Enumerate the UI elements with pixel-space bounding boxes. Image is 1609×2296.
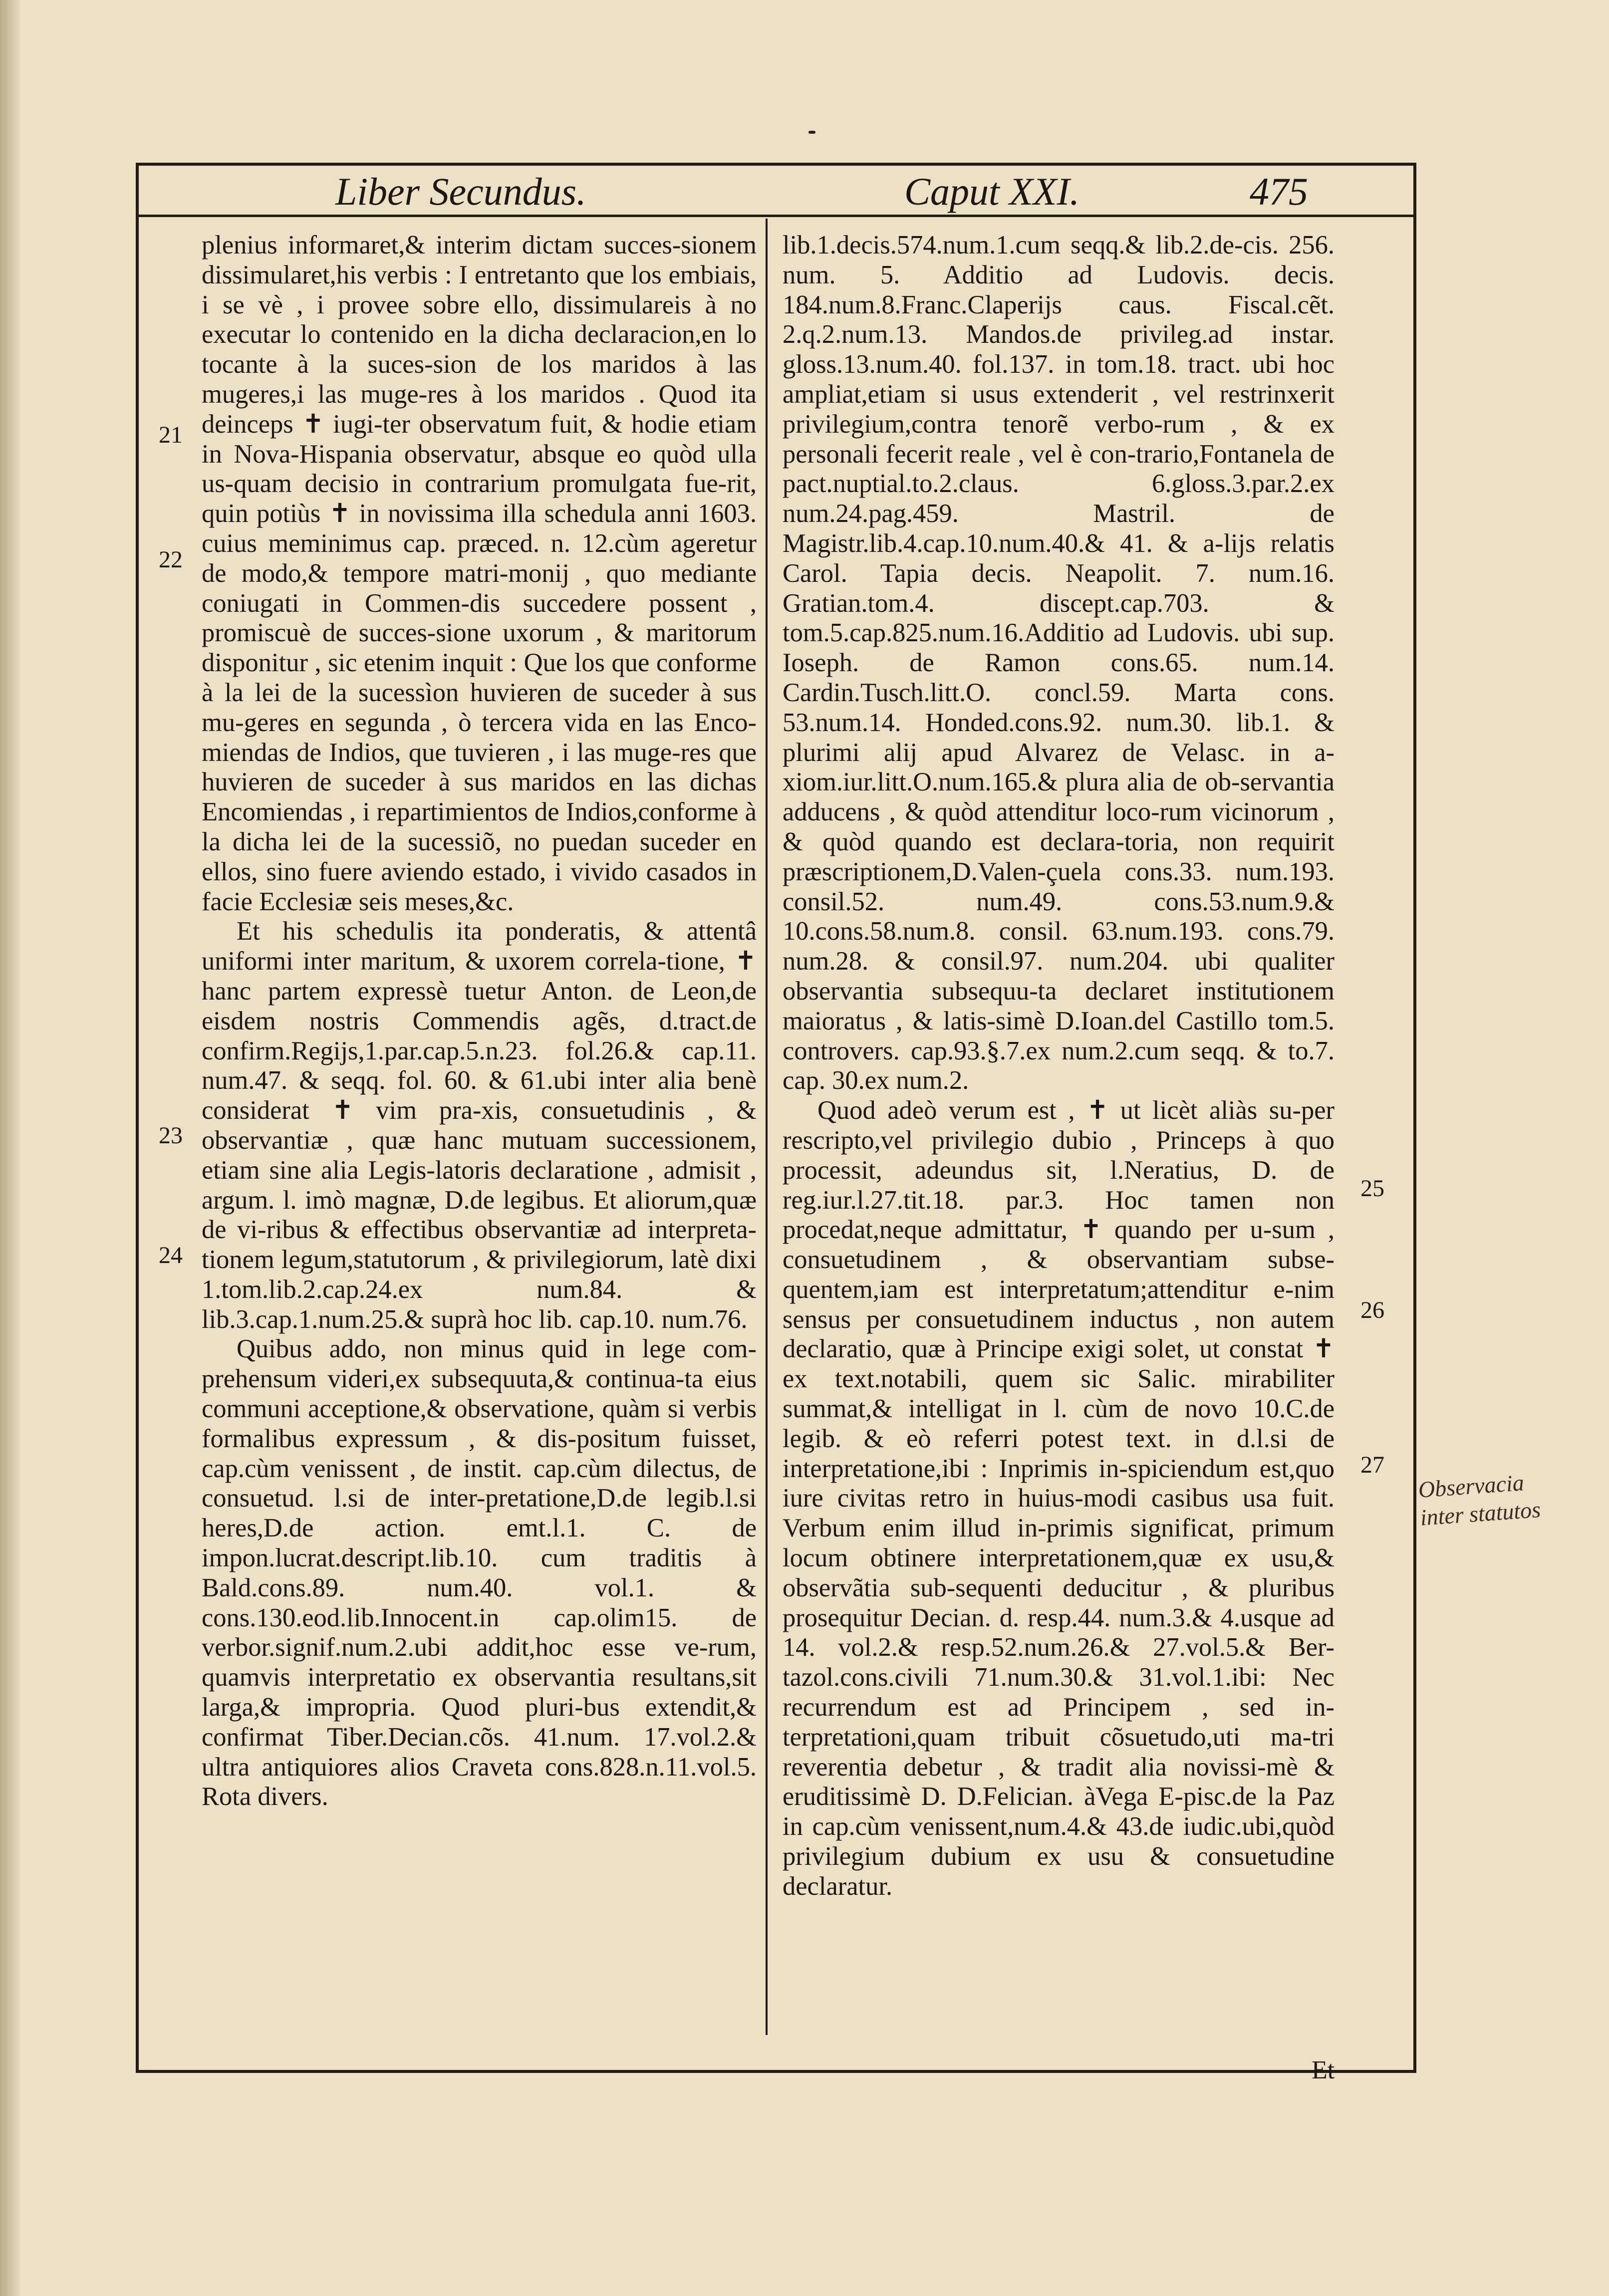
annotation-line-2: inter statutos xyxy=(1419,1497,1542,1531)
running-header xyxy=(136,168,1416,214)
side-number-23: 23 xyxy=(159,1122,183,1149)
side-number-24: 24 xyxy=(159,1242,183,1269)
left-paragraph-3: Quibus addo, non minus quid in lege com-prehensum videri,ex subsequuta,& continua-ta eius communi acceptione,& observatione, quàm si verbis formalibus expressum , & dis-positum fuisset, cap.cùm venissent , de instit. cap.cùm dilectus, de consuetud. l.si de inter-pretatione,D.de legib.l.si heres,D.de action. emt.l.1. C. de impon.lucrat.descript.lib.10. cum traditis à Bald.cons.89. num.40. vol.1. & cons.130.eod.lib.Innocent.in cap.olim15. de verbor.signif.num.2.ubi addit,hoc esse ve-rum, quamvis interpretatio ex observantia resultans,sit larga,& impropria. Quod pluri-bus extendit,& confirmat Tiber.Decian.cõs. 41.num. 17.vol.2.& ultra antiquiores alios Craveta cons.828.n.11.vol.5. Rota divers. xyxy=(202,1334,757,1811)
left-column xyxy=(202,231,757,2017)
side-number-21: 21 xyxy=(159,422,183,448)
catchword: Et xyxy=(1312,2056,1335,2084)
right-paragraph-1: lib.1.decis.574.num.1.cum seqq.& lib.2.de-cis. 256. num. 5. Additio ad Ludovis. decis. 184.num.8.Franc.Claperijs caus. Fiscal.cẽt. 2.q.2.num.13. Mandos.de privileg.ad instar. gloss.13.num.40. fol.137. in tom.18. tract. ubi hoc ampliat,etiam si usus extenderit , vel restrinxerit privilegium,contra tenorẽ verbo-rum , & ex personali fecerit reale , vel è con-trario,Fontanela de pact.nuptial.to.2.claus. 6.gloss.3.par.2.ex num.24.pag.459. Mastril. de Magistr.lib.4.cap.10.num.40.& 41. & a-lijs relatis Carol. Tapia decis. Neapolit. 7. num.16. Gratian.tom.4. discept.cap.703. & tom.5.cap.825.num.16.Additio ad Ludovis. ubi sup. Ioseph. de Ramon cons.65. num.14. Cardin.Tusch.litt.O. concl.59. Marta cons. 53.num.14. Honded.cons.92. num.30. lib.1. & plurimi alij apud Alvarez de Velasc. in a-xiom.iur.litt.O.num.165.& plura alia de ob-servantia adducens , & quòd attenditur loco-rum vicinorum , & quòd quando est declara-toria, non requirit præscriptionem,D.Valen-çuela cons.33. num.193. consil.52. num.49. cons.53.num.9.& 10.cons.58.num.8. consil. 63.num.193. cons.79. num.28. & consil.97. num.204. ubi qualiter observantia subsequu-ta declaret institutionem maioratus , & latis-simè D.Ioan.del Castillo tom.5. controvers. cap.93.§.7.ex num.2.cum seqq. & to.7. cap. 30.ex num.2. xyxy=(783,231,1335,1095)
annotation-line-1: Observacia xyxy=(1417,1470,1525,1503)
handwritten-annotation xyxy=(1417,1463,1609,1531)
header-book-title: Liber Secundus. xyxy=(335,170,586,213)
left-paragraph-1: plenius informaret,& interim dictam succes-sionem dissimularet,his verbis : I entretanto que los embiais, i se vè , i provee sobre ello, dissimulareis à no executar lo contenido en la dicha declaracion,en lo tocante à la suces-sion de los maridos à las mugeres,i las muge-res à los maridos . Quod ita deinceps ✝ iugi-ter observatum fuit, & hodie etiam in Nova-Hispania observatur, absque eo quòd ulla us-quam decisio in contrarium promulgata fue-rit, quin potiùs ✝ in novissima illa schedula anni 1603. cuius meminimus cap. præced. n. 12.cùm ageretur de modo,& tempore matri-monij , quo mediante coniugati in Commen-dis succedere possent , promiscuè de succes-sione uxorum , & maritorum disponitur , sic etenim inquit : Que los que conforme à la lei de la sucessìon huvieren de suceder à sus mu-geres en segunda , ò tercera vida en las Enco-miendas de Indios, que tuvieren , i las muge-res que huvieren de suceder à sus maridos en las dichas Encomiendas , i repartimientos de Indios,conforme à la dicha lei de la sucessiõ, no puedan suceder en ellos, sino fuere aviendo estado, i vivido casados in facie Ecclesiæ seis meses,&c. xyxy=(202,231,757,916)
ink-smudge xyxy=(808,131,815,134)
page-number: 475 xyxy=(1250,170,1308,213)
header-chapter: Caput XXI. xyxy=(904,170,1079,213)
left-paragraph-2: Et his schedulis ita ponderatis, & attentâ uniformi inter maritum, & uxorem correla-tione, ✝ hanc partem expressè tuetur Anton. de Leon,de eisdem nostris Commendis agẽs, d.tract.de confirm.Regijs,1.par.cap.5.n.23. fol.26.& cap.11. num.47. & seqq. fol. 60. & 61.ubi inter alia benè considerat ✝ vim pra-xis, consuetudinis , & observantiæ , quæ hanc mutuam successionem, etiam sine alia Legis-latoris declaratione , admisit , argum. l. imò magnæ, D.de legibus. Et aliorum,quæ de vi-ribus & effectibus observantiæ ad interpreta-tionem legum,statutorum , & privilegiorum, latè dixi 1.tom.lib.2.cap.24.ex num.84. & lib.3.cap.1.num.25.& suprà hoc lib. cap.10. num.76. xyxy=(202,917,757,1334)
right-column xyxy=(783,231,1335,2037)
side-number-27: 27 xyxy=(1360,1452,1384,1478)
side-number-25: 25 xyxy=(1360,1175,1384,1202)
column-divider xyxy=(766,219,768,2035)
right-paragraph-2: Quod adeò verum est , ✝ ut licèt aliàs su-per rescripto,vel privilegio dubio , Princeps à quo processit, adeundus sit, l.Neratius, D. de reg.iur.l.27.tit.18. par.3. Hoc tamen non procedat,neque admittatur, ✝ quando per u-sum , consuetudinem , & observantiam subse-quentem,iam est interpretatum;attenditur e-nim sensus per consuetudinem inductus , non autem declaratio, quæ à Principe exigi solet, ut constat ✝ ex text.notabili, quem sic Salic. mirabiliter summat,& intelligat in l. cùm de novo 10.C.de legib. & eò referri potest text. in d.l.si de interpretatione,ibi : Inprimis in-spiciendum est,quo iure civitas retro in huius-modi casibus usa fuit. Verbum enim illud in-primis significat, primum locum obtinere interpretationem,quæ ex usu,& observãtia sub-sequenti deducitur , & pluribus prosequitur Decian. d. resp.44. num.3.& 4.usque ad 14. vol.2.& resp.52.num.26.& 27.vol.5.& Ber-tazol.cons.civili 71.num.30.& 31.vol.1.ibi: Nec recurrendum est ad Principem , sed in-terpretationi,quam tribuit cõsuetudo,uti ma-tri reverentia debetur , & tradit alia novissi-mè & eruditissimè D. D.Felician. àVega E-pisc.de la Paz in cap.cùm venissent,num.4.& 43.de iudic.ubi,quòd privilegium dubium ex usu & consuetudine declaratur. xyxy=(783,1096,1335,1901)
side-number-26: 26 xyxy=(1360,1297,1384,1323)
side-number-22: 22 xyxy=(159,546,183,573)
headline-rule xyxy=(136,215,1416,217)
page-edge xyxy=(0,0,20,2296)
